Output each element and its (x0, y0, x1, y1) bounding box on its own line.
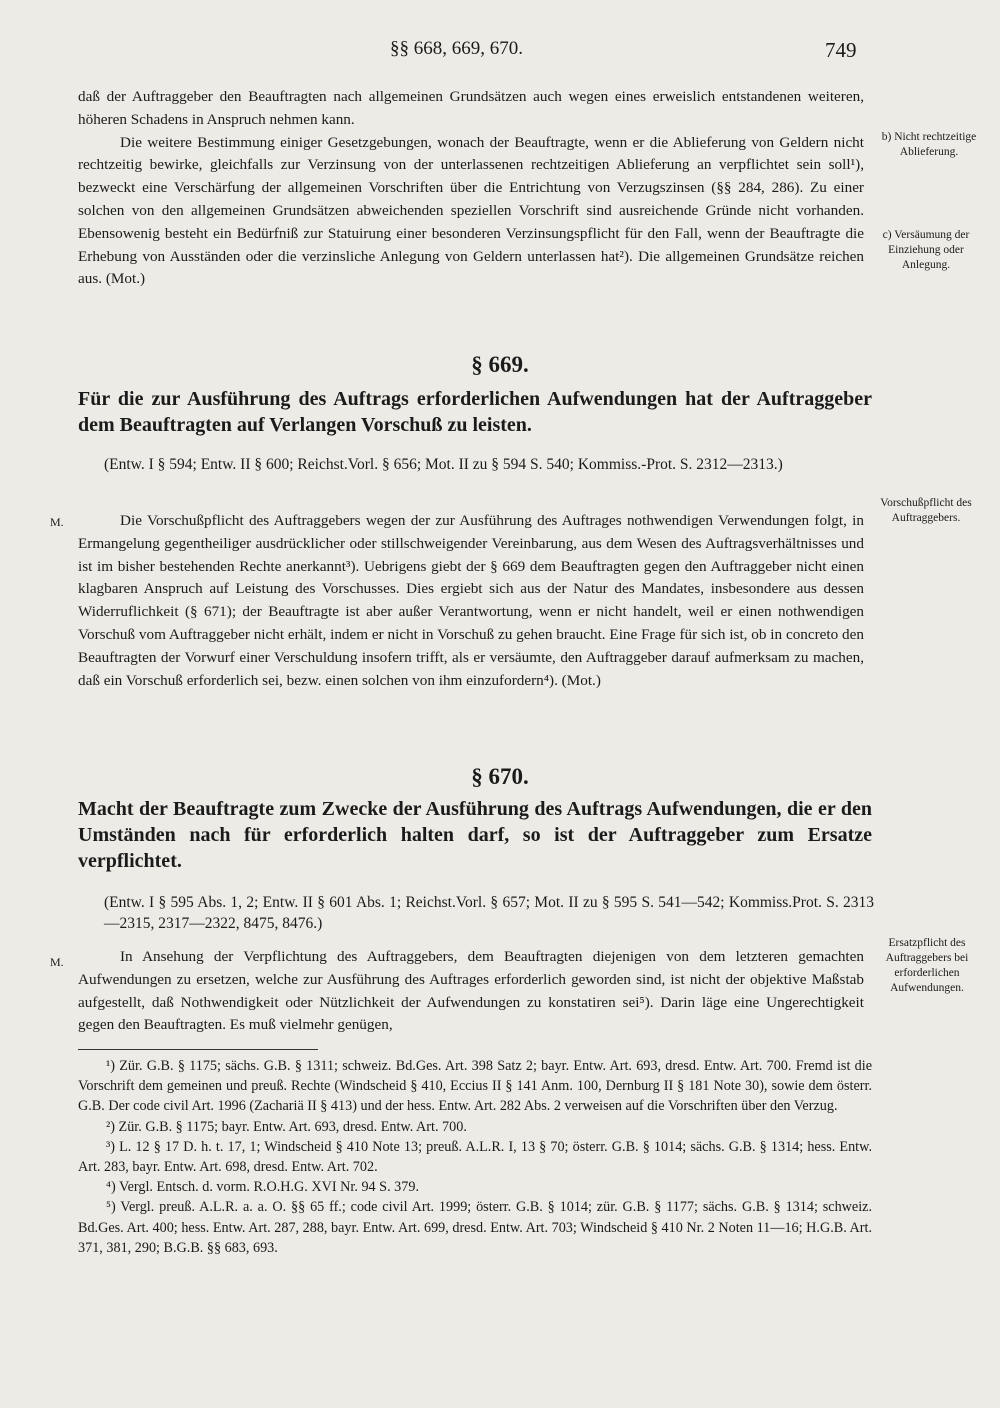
motive-marker: M. (50, 955, 64, 969)
footnote-divider (78, 1049, 318, 1050)
paragraph: Die Vorschußpflicht des Auftraggebers wegen der zur Ausführung des Auftrages nothwendigen Verwendungen folgt, in Ermangelung gegentheiliger ausdrücklicher oder stillschweigender Vereinbarung, aus dem Wesen des Auftragsverhältnisses und ist im bisher bestehenden Rechte anerkannt³). Uebrigens giebt der § 669 dem Beauftragten gegen den Auftraggeber nicht einen klagbaren Anspruch auf Leistung des Vorschusses. Dies ergiebt sich aus der Natur des Mandates, insbesondere aus dessen Widerruflichkeit (§ 671); der Beauftragte ist aber außer Verantwortung, wenn er nicht handelt, weil er einen nothwendigen Vorschuß vom Auftraggeber nicht erhält, indem er nicht in Vorschuß zu gehen braucht. Eine Frage für sich ist, ob in concreto den Beauftragten der Vorwurf einer Verschuldung insofern trifft, als er versäumte, den Auftraggeber darauf aufmerksam zu machen, daß ein Vorschuß erforderlich sei, bezw. einen solchen von ihm einzufordern⁴). (Mot.) (78, 512, 864, 689)
paragraph: Die weitere Bestimmung einiger Gesetzgebungen, wonach der Beauftragte, wenn er die Ablieferung von Geldern nicht rechtzeitig bewirke, gleichfalls zur Verzinsung von der unterlassenen rechtzeitigen Ablieferung an verpflichtet sein soll¹), bezweckt eine Verschärfung der allgemeinen Vorschriften über die Entrichtung von Verzugszinsen (§§ 284, 286). Zu einer solchen von den allgemeinen Grundsätzen abweichenden speziellen Vorschrift sind ausreichende Gründe nicht vorhanden. Ebensowenig besteht ein Bedürfniß zur Statuirung einer besonderen Verzinsungspflicht für den Fall, wenn der Beauftragte die Erhebung von Ausständen oder die verzinsliche Anlegung von Geldern unterlassen hat²). Die allgemeinen Grundsätze reichen aus. (Mot.) (78, 133, 864, 288)
section-670-provision (78, 796, 872, 874)
section-669-provision (78, 386, 872, 438)
paragraph: In Ansehung der Verpflichtung des Auftraggebers, dem Beauftragten diejenigen von dem letzteren gemachten Aufwendungen zu ersetzen, welche zur Ausführung des Auftrages erforderlich geworden sind, ist nicht der objektive Maßstab aufgestellt, daß Nothwendigkeit oder Nützlichkeit der Aufwendungen zu konstatiren sei⁵). Darin läge eine Ungerechtigkeit gegen den Beauftragten. Es muß vielmehr genügen, (78, 948, 864, 1034)
motive-marker: M. (50, 515, 64, 529)
running-header (0, 38, 1000, 68)
footnote: ⁵) Vergl. preuß. A.L.R. a. a. O. §§ 65 ff.; code civil Art. 1999; österr. G.B. § 1014; zür. G.B. § 1177; sächs. G.B. § 1314; schweiz. Bd.Ges. Art. 400; hess. Entw. Art. 287, 288, bayr. Entw. Art. 699, dresd. Entw. Art. 703; Windscheid § 410 Nr. 2 Noten 11—16; H.G.B. Art. 371, 381, 290; B.G.B. §§ 683, 693. (78, 1199, 872, 1256)
section-669-commentary (78, 510, 864, 692)
footnotes (78, 1056, 872, 1258)
section-670-commentary (78, 946, 864, 1037)
section-670-sources (104, 892, 874, 934)
sources-text: (Entw. I § 594; Entw. II § 600; Reichst.Vorl. § 656; Mot. II zu § 594 S. 540; Kommiss.-Prot. S. 2312—2313.) (104, 456, 783, 473)
margin-note-vorschuss: Vorschußpflicht des Auftraggebers. (880, 497, 972, 524)
footnote: ³) L. 12 § 17 D. h. t. 17, 1; Windscheid § 410 Note 13; preuß. A.L.R. I, 13 § 70; österr. G.B. § 1014; sächs. G.B. § 1314; hess. Entw. Art. 283, bayr. Entw. Art. 698, dresd. Entw. Art. 702. (78, 1138, 872, 1176)
provision-text: Für die zur Ausführung des Auftrags erforderlichen Aufwendungen hat der Auftraggeber dem Beauftragten auf Verlangen Vorschuß zu leisten. (78, 388, 872, 436)
footnote: ²) Zür. G.B. § 1175; bayr. Entw. Art. 693, dresd. Entw. Art. 700. (106, 1118, 467, 1135)
sources-text: (Entw. I § 595 Abs. 1, 2; Entw. II § 601 Abs. 1; Reichst.Vorl. § 657; Mot. II zu § 595 S. 541—542; Kommiss.Prot. S. 2313—2315, 2317—2322, 8475, 8476.) (104, 894, 874, 932)
margin-note-c: c) Versäumung der Einziehung oder Anlegung. (882, 229, 970, 271)
page-number: 749 (825, 38, 857, 62)
footnote: ¹) Zür. G.B. § 1175; sächs. G.B. § 1311; schweiz. Bd.Ges. Art. 398 Satz 2; bayr. Entw. Art. 693, dresd. Entw. Art. 700. Fremd ist die Vorschrift dem gemeinen und preuß. Rechte (Windscheid § 410, Eccius II § 141 Anm. 100, Dernburg II § 181 Note 30), sowie dem österr. G.B. Der code civil Art. 1996 (Zachariä II § 413) und der hess. Entw. Art. 282 Abs. 2 verweisen auf die Vorschriften über den Verzug. (78, 1058, 872, 1115)
footnote: ⁴) Vergl. Entsch. d. vorm. R.O.H.G. XVI Nr. 94 S. 379. (106, 1179, 419, 1196)
paragraph: daß der Auftraggeber den Beauftragten nach allgemeinen Grundsätzen auch wegen eines erweislich entstandenen weiteren, höheren Schadens in Anspruch nehmen kann. (78, 88, 864, 128)
section-670-heading: § 670. (471, 764, 529, 789)
section-669-heading: § 669. (471, 352, 529, 377)
margin-note-b: b) Nicht rechtzeitige Ablieferung. (881, 131, 977, 158)
provision-text: Macht der Beauftragte zum Zwecke der Ausführung des Auftrags Aufwendungen, die er den Umständen nach für erforderlich halten darf, so ist der Auftraggeber zum Ersatze verpflichtet. (78, 798, 872, 872)
section-668-continuation (78, 86, 864, 291)
section-669-sources (104, 454, 874, 475)
header-sections: §§ 668, 669, 670. (390, 38, 523, 59)
margin-note-ersatz: Ersatzpflicht des Auftraggebers bei erforderlichen Aufwendungen. (885, 937, 969, 994)
